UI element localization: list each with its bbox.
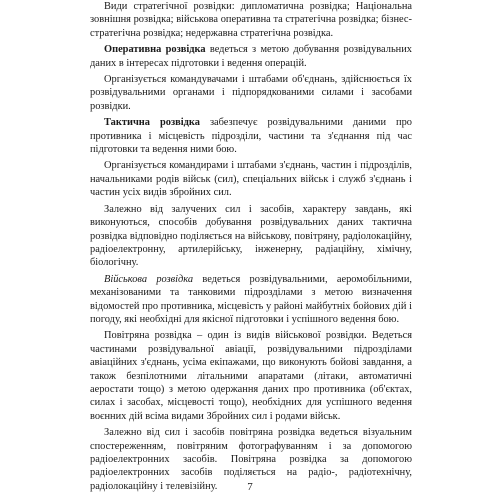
paragraph-text: Залежно від сил і засобів повітряна розвідка ведеться візуальним спостереженням, повітряним фотографуванням і за допомогою радіоелектронних засобів. Повітряна розвідка за допомогою радіоелектронних засобів поділяється на радіо-, радіотехнічну, радіолокаційну і телевізійну. bbox=[90, 427, 412, 492]
term-operational-intelligence: Оперативна розвідка bbox=[104, 44, 206, 56]
paragraph-text: Організується командувачами і штабами об'єднань, здійснюється їх розвідувальними органами і підпорядкованими силами і засобами розвідки. bbox=[90, 74, 412, 112]
page-number: 7 bbox=[247, 481, 253, 493]
paragraph-tactical-organization bbox=[90, 159, 412, 199]
paragraph-tactical-types bbox=[90, 203, 412, 270]
paragraph-text: Види стратегічної розвідки: дипломатична розвідка; Національна зовнішня розвідка; військова оперативна та стратегічна розвідка; бізнес-стратегічна розвідка; недержавна стратегічна розвідка. bbox=[90, 1, 412, 39]
paragraph-text: Повітряна розвідка – один із видів військової розвідки. Ведеться частинами розвідувальної авіації, розвідувальними підрозділами авіаційних з'єднань, усіма екіпажами, що виконують бойові завдання, а також безпілотними літальними апаратами (літаки, автоматичні аеростати тощо) з метою одержання даних про противника (об'єктах, силах і засобах, місцевості тощо), необхідних для успішного ведення воєнних дій всіма видами Збройних сил і родами військ. bbox=[90, 330, 412, 422]
paragraph-text: забезпечує розвідувальними даними про противника і місцевість підрозділи, частини та з'єднання під час підготовки та ведення ними бою. bbox=[90, 117, 412, 156]
paragraph-strategic-types bbox=[90, 0, 412, 40]
paragraph-text: ведеться з метою добування розвідувальних даних в інтересах підготовки і ведення операцій. bbox=[90, 44, 413, 69]
paragraph-text: ведеться розвідувальними, аеромобільними, механізованими та танковими підрозділами з метою визначення відомостей про противника, місцевість у районі майбутніх бойових дій і погоду, які необхідні для якісної підготовки і успішного ведення бою. bbox=[90, 273, 413, 325]
paragraph-operational-organization bbox=[90, 73, 412, 113]
paragraph-operational-intelligence bbox=[90, 43, 412, 70]
term-military-intelligence: Військова розвідка bbox=[104, 273, 194, 285]
paragraph-text: Залежно від залучених сил і засобів, характеру завдань, які виконуються, способів добування розвідувальних даних тактична розвідка відповідно поділяється на військову, повітряну, радіолокаційну, радіоелектронну, артилерійську, інженерну, радіаційну, хімічну, біологічну. bbox=[90, 203, 412, 269]
paragraph-text: Організується командирами і штабами з'єднань, частин і підрозділів, начальниками родів військ (сил), спеціальних військ і служб з'єднань і частин усіх видів збройних сил. bbox=[90, 160, 412, 199]
body-text bbox=[90, 0, 412, 493]
paragraph-air-intelligence bbox=[90, 329, 412, 423]
term-tactical-intelligence: Тактична розвідка bbox=[104, 117, 200, 129]
paragraph-tactical-intelligence bbox=[90, 116, 412, 156]
paragraph-military-intelligence bbox=[90, 273, 412, 327]
